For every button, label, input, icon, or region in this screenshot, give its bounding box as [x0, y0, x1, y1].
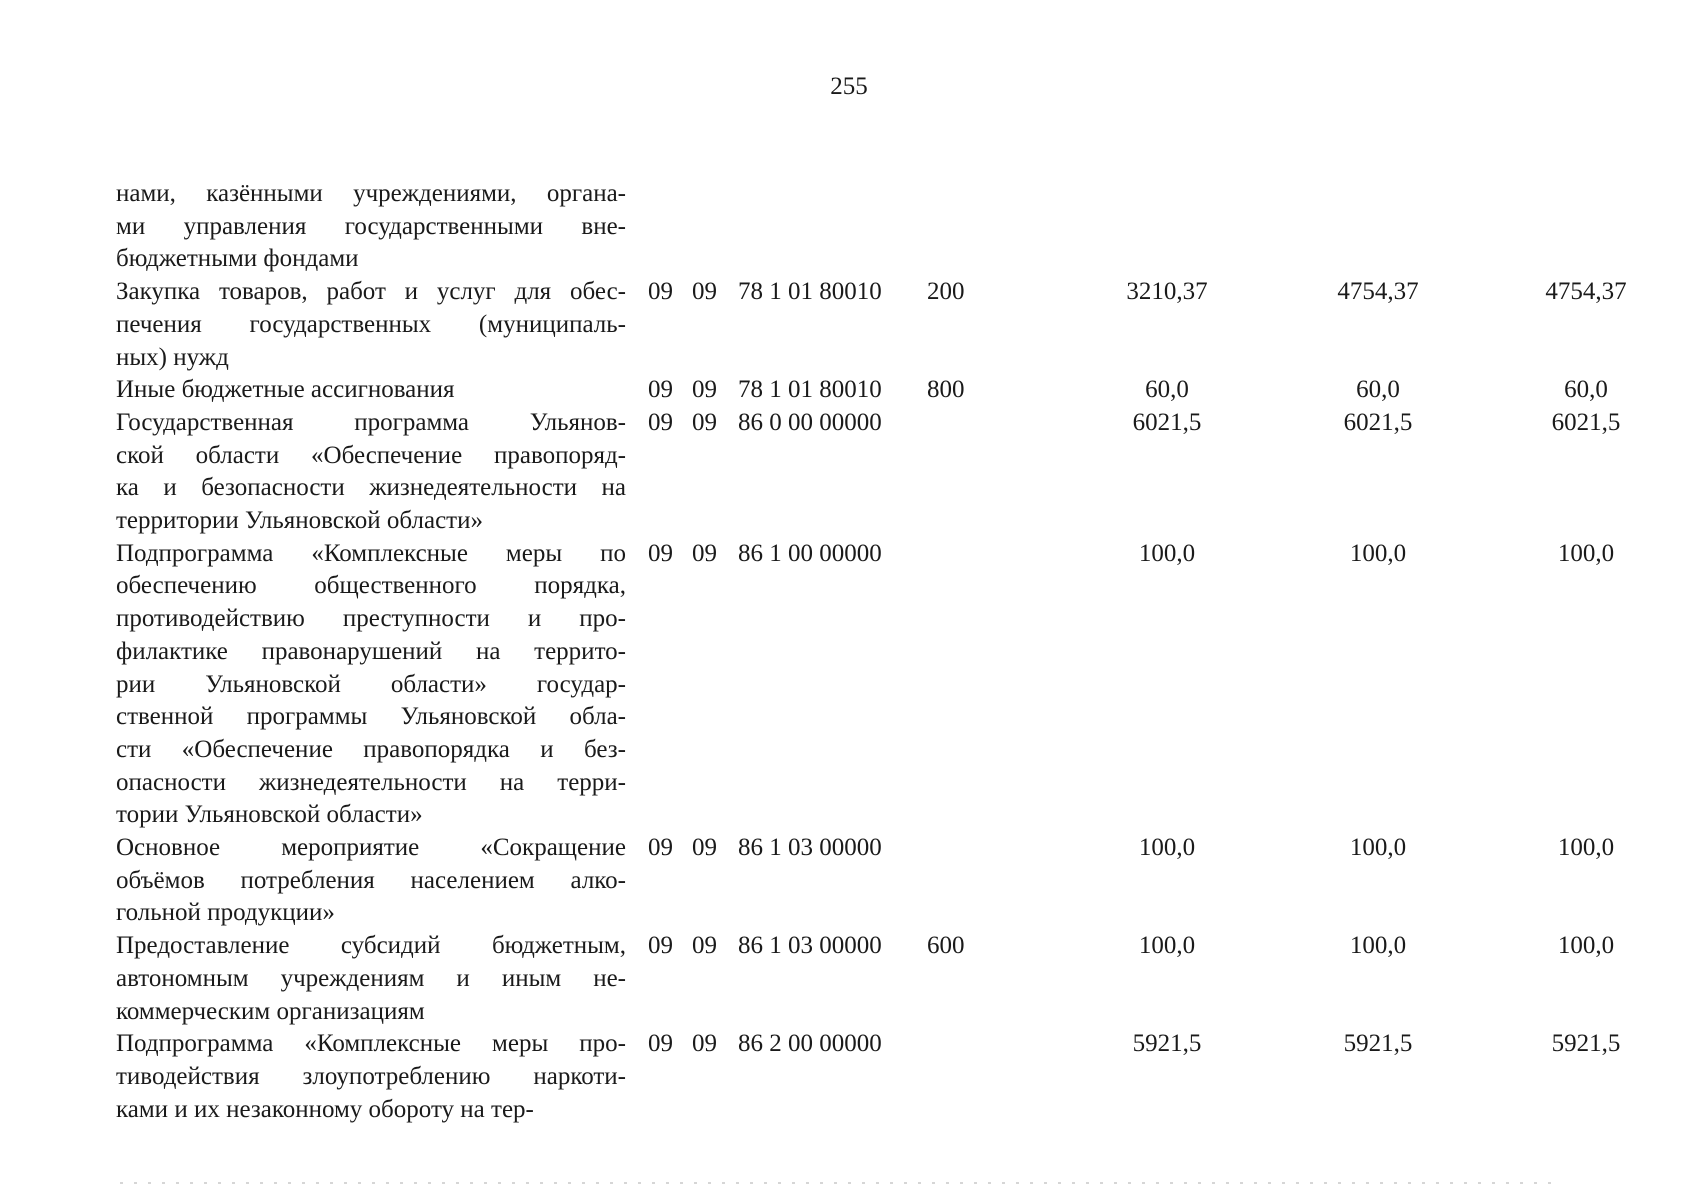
- amount-year-3: 60,0: [1564, 376, 1608, 404]
- target-article-code: 86 2 00 00000: [738, 1030, 882, 1058]
- amount-year-3: 100,0: [1557, 834, 1615, 862]
- subsection-code: 09: [692, 376, 717, 404]
- description-line: Основное мероприятие «Сокращение: [116, 834, 626, 862]
- row-description: [116, 276, 626, 374]
- description-line: Закупка товаров, работ и услуг для обес-: [116, 278, 626, 306]
- description-line: рии Ульяновской области» государ-: [116, 670, 626, 698]
- description-line: обеспечению общественного порядка,: [116, 572, 626, 600]
- target-article-code: 86 1 00 00000: [738, 539, 882, 567]
- amount-year-3: 4754,37: [1545, 278, 1627, 306]
- amount-year-1: 3210,37: [1126, 278, 1208, 306]
- amount-year-2: 6021,5: [1343, 408, 1413, 436]
- section-code: 09: [648, 539, 673, 567]
- target-article-code: 78 1 01 80010: [738, 278, 882, 306]
- subsection-code: 09: [692, 278, 717, 306]
- page-number: 255: [830, 73, 868, 100]
- row-description: [116, 178, 626, 276]
- section-code: 09: [648, 834, 673, 862]
- section-code: 09: [648, 408, 673, 436]
- section-code: 09: [648, 278, 673, 306]
- row-description: [116, 374, 626, 407]
- expense-type-code: 600: [927, 932, 965, 960]
- description-line: территории Ульяновской области»: [116, 507, 483, 535]
- description-line: нами, казёнными учреждениями, органа-: [116, 180, 626, 207]
- amount-year-3: 100,0: [1557, 932, 1615, 960]
- budget-table: [116, 178, 1627, 1126]
- description-line: объёмов потребления населением алко-: [116, 866, 626, 894]
- amount-year-3: 100,0: [1557, 539, 1615, 567]
- row-description: [116, 538, 626, 832]
- amount-year-1: 60,0: [1145, 376, 1189, 404]
- table-row: [116, 407, 1621, 538]
- row-description: [116, 832, 626, 930]
- description-line: коммерческим организациям: [116, 997, 425, 1025]
- description-line: опасности жизнедеятельности на терри-: [116, 768, 626, 796]
- description-line: сти «Обеспечение правопорядка и без-: [116, 735, 626, 763]
- description-line: бюджетными фондами: [116, 245, 359, 273]
- section-code: 09: [648, 376, 673, 404]
- amount-year-3: 6021,5: [1551, 408, 1621, 436]
- description-line: ми управления государственными вне-: [116, 212, 626, 240]
- table-rows: [116, 178, 1627, 1126]
- amount-year-3: 5921,5: [1551, 1030, 1621, 1058]
- expense-type-code: 200: [927, 278, 965, 306]
- section-code: 09: [648, 932, 673, 960]
- description-line: Иные бюджетные ассигнования: [116, 376, 455, 404]
- amount-year-2: 100,0: [1349, 932, 1407, 960]
- table-row: [116, 538, 1615, 832]
- table-row: [116, 1028, 1621, 1126]
- subsection-code: 09: [692, 539, 717, 567]
- amount-year-2: 100,0: [1349, 539, 1407, 567]
- row-description: [116, 1028, 626, 1126]
- table-row: [116, 374, 1608, 407]
- row-description: [116, 407, 626, 538]
- description-line: ка и безопасности жизнедеятельности на: [116, 474, 626, 502]
- target-article-code: 86 1 03 00000: [738, 834, 882, 862]
- description-line: ных) нужд: [116, 343, 229, 371]
- subsection-code: 09: [692, 834, 717, 862]
- amount-year-2: 4754,37: [1337, 278, 1419, 306]
- amount-year-1: 6021,5: [1132, 408, 1202, 436]
- table-row: [116, 276, 1627, 374]
- description-line: тории Ульяновской области»: [116, 801, 423, 829]
- description-line: филактике правонарушений на террито-: [116, 637, 626, 665]
- row-description: [116, 930, 626, 1028]
- expense-type-code: 800: [927, 376, 965, 404]
- description-line: Предоставление субсидий бюджетным,: [116, 932, 626, 960]
- amount-year-1: 100,0: [1138, 539, 1196, 567]
- subsection-code: 09: [692, 932, 717, 960]
- description-line: тиводействия злоупотреблению наркоти-: [116, 1062, 626, 1090]
- target-article-code: 78 1 01 80010: [738, 376, 882, 404]
- amount-year-1: 100,0: [1138, 834, 1196, 862]
- scan-edge-artifact: [120, 1182, 1560, 1184]
- target-article-code: 86 0 00 00000: [738, 408, 882, 436]
- amount-year-2: 60,0: [1356, 376, 1400, 404]
- section-code: 09: [648, 1030, 673, 1058]
- description-line: противодействию преступности и про-: [116, 605, 626, 633]
- target-article-code: 86 1 03 00000: [738, 932, 882, 960]
- table-row: [116, 930, 1615, 1028]
- description-line: гольной продукции»: [116, 899, 335, 927]
- table-row: [116, 832, 1615, 930]
- subsection-code: 09: [692, 1030, 717, 1058]
- description-line: автономным учреждениям и иным не-: [116, 964, 626, 992]
- amount-year-1: 5921,5: [1132, 1030, 1202, 1058]
- description-line: Подпрограмма «Комплексные меры про-: [116, 1030, 626, 1058]
- description-line: ками и их незаконному обороту на тер-: [116, 1095, 534, 1123]
- description-line: печения государственных (муниципаль-: [116, 310, 626, 338]
- table-row: [116, 178, 1566, 276]
- description-line: Государственная программа Ульянов-: [116, 408, 626, 436]
- amount-year-1: 100,0: [1138, 932, 1196, 960]
- description-line: ской области «Обеспечение правопоряд-: [116, 441, 626, 469]
- description-line: ственной программы Ульяновской обла-: [116, 703, 626, 731]
- subsection-code: 09: [692, 408, 717, 436]
- amount-year-2: 5921,5: [1343, 1030, 1413, 1058]
- amount-year-2: 100,0: [1349, 834, 1407, 862]
- description-line: Подпрограмма «Комплексные меры по: [116, 539, 626, 567]
